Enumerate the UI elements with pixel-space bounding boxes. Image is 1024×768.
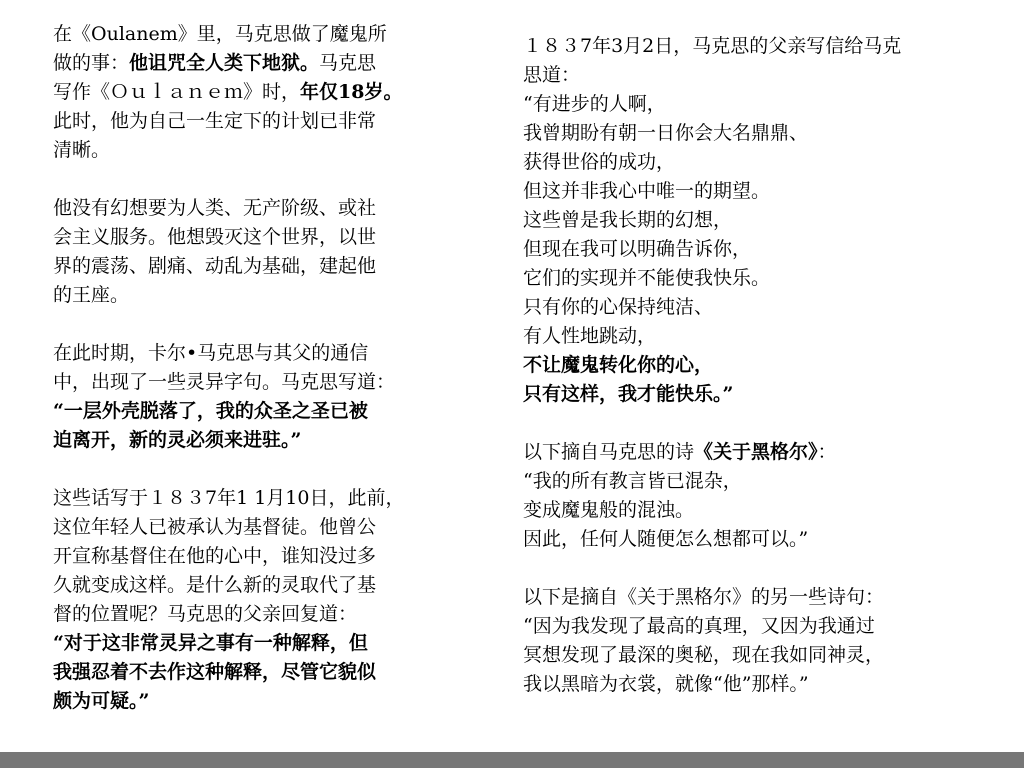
- paragraph-hegel-poem: [523, 438, 993, 554]
- text-line: 的王座。: [53, 284, 130, 306]
- text-line: “我的所有教言皆已混杂，: [523, 470, 742, 492]
- bold-text-span: 年仅18岁。: [300, 81, 403, 103]
- text-line: 思道：: [523, 64, 581, 86]
- text-line: 它们的实现并不能使我快乐。: [523, 267, 771, 289]
- text-line: 在此时期，卡尔•马克思与其父的通信: [53, 342, 369, 364]
- left-column: [53, 20, 478, 716]
- paragraph-no-illusion: [53, 194, 478, 310]
- bold-quote-line: 只有这样，我才能快乐。”: [523, 383, 734, 405]
- text-line: [523, 438, 993, 467]
- text-line: 变成魔鬼般的混浊。: [523, 499, 695, 521]
- text-line: 这位年轻人已被承认为基督徒。他曾公: [53, 516, 377, 538]
- text-line: 但这并非我心中唯一的期望。: [523, 180, 771, 202]
- bold-text-span: 他诅咒全人类下地狱。: [129, 52, 320, 74]
- text-line: “因为我发现了最高的真理，又因为我通过: [523, 615, 875, 637]
- text-line: 在《Oulanem》里，马克思做了魔鬼所: [53, 23, 387, 45]
- bold-quote-line: 迫离开，新的灵必须来进驻。”: [53, 429, 302, 451]
- paragraph-oulanem: [53, 20, 478, 165]
- bold-quote-line: 不让魔鬼转化你的心，: [523, 354, 714, 376]
- text-line: 因此，任何人随便怎么想都可以。”: [523, 528, 809, 550]
- bold-quote-line: “对于这非常灵异之事有一种解释，但: [53, 632, 368, 654]
- text-line: 会主义服务。他想毁灭这个世界，以世: [53, 226, 377, 248]
- text-line: 以下是摘自《关于黑格尔》的另一些诗句：: [523, 586, 885, 608]
- text-line: 督的位置呢？马克思的父亲回复道：: [53, 603, 358, 625]
- text-line: 冥想发现了最深的奥秘，现在我如同神灵，: [523, 644, 885, 666]
- text-line: 但现在我可以明确告诉你，: [523, 238, 752, 260]
- text-line: 获得世俗的成功，: [523, 151, 676, 173]
- text-line: “有进步的人啊，: [523, 93, 666, 115]
- paragraph-father-letter: [523, 32, 993, 409]
- text-line: 清晰。: [53, 139, 111, 161]
- text-line: 有人性地跳动，: [523, 325, 657, 347]
- text-line: [53, 49, 478, 78]
- text-span: 马克思: [319, 52, 377, 74]
- bold-quote-line: 颇为可疑。”: [53, 690, 150, 712]
- paragraph-hegel-more: [523, 583, 993, 699]
- bold-text-span: 《关于黑格尔》: [694, 441, 818, 463]
- text-line: 他没有幻想要为人类、无产阶级、或社: [53, 197, 377, 219]
- text-span: 做的事：: [53, 52, 130, 74]
- text-line: 这些曾是我长期的幻想，: [523, 209, 733, 231]
- text-line: １８３7年3月2日，马克思的父亲写信给马克: [523, 35, 902, 57]
- text-line: 开宣称基督住在他的心中，谁知没过多: [53, 545, 377, 567]
- bottom-bar: [0, 752, 1024, 768]
- right-column: [523, 32, 993, 699]
- bold-quote-line: “一层外壳脱落了，我的众圣之圣已被: [53, 400, 368, 422]
- text-line: 此时，他为自己一生定下的计划已非常: [53, 110, 377, 132]
- paragraph-father-reply: [53, 484, 478, 716]
- bold-quote-line: 我强忍着不去作这种解释，尽管它貌似: [53, 661, 377, 683]
- text-line: 中，出现了一些灵异字句。马克思写道：: [53, 371, 396, 393]
- text-line: 久就变成这样。是什么新的灵取代了基: [53, 574, 377, 596]
- text-line: [53, 78, 478, 107]
- text-line: 我曾期盼有朝一日你会大名鼎鼎、: [523, 122, 809, 144]
- text-span: ：: [817, 441, 837, 463]
- text-line: 只有你的心保持纯洁、: [523, 296, 714, 318]
- text-span: 以下摘自马克思的诗: [523, 441, 695, 463]
- text-span: 写作《Ｏｕｌａｎｅｍ》时，: [53, 81, 301, 103]
- text-line: 我以黑暗为衣裳，就像“他”那样。”: [523, 673, 809, 695]
- text-line: 界的震荡、剧痛、动乱为基础，建起他: [53, 255, 377, 277]
- text-line: 这些话写于１８３7年1 1月10日，此前，: [53, 487, 405, 509]
- paragraph-correspondence: [53, 339, 478, 455]
